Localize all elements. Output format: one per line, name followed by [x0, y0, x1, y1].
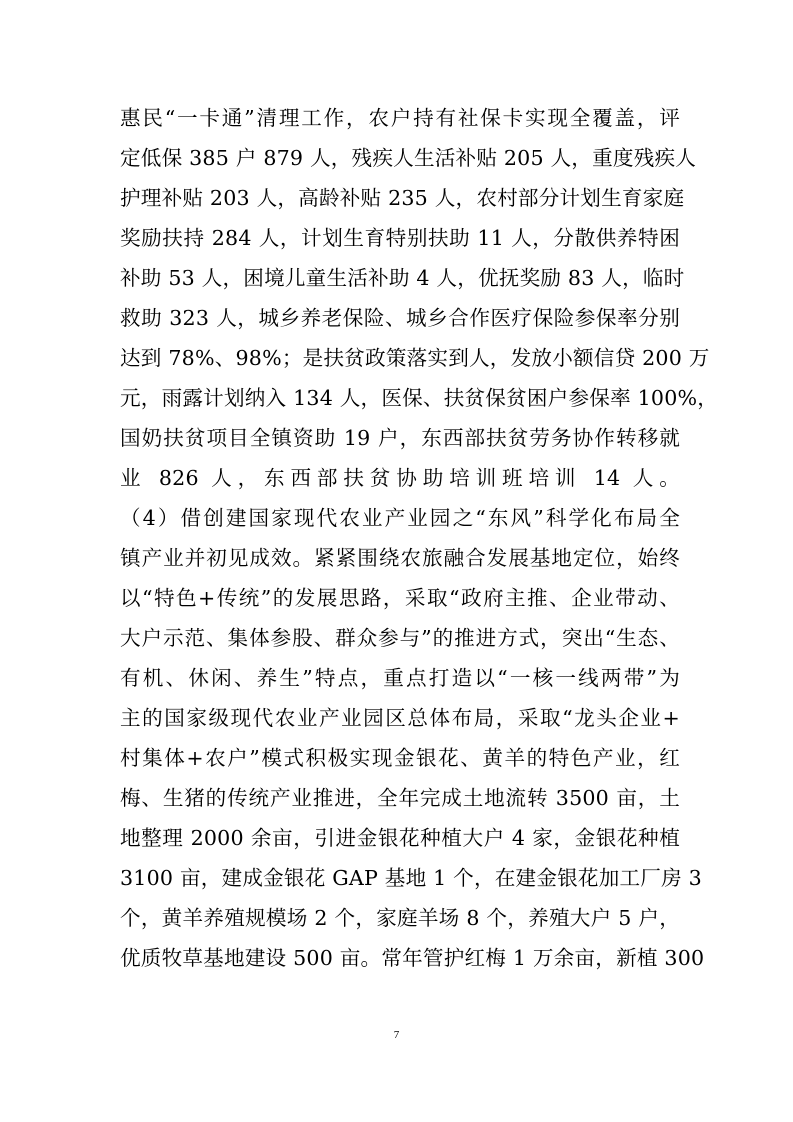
page-number: 7	[393, 1029, 400, 1041]
text-line: 业 826 人，东西部扶贫协助培训班培训 14 人。	[120, 466, 680, 490]
text-line: 镇产业并初见成效。紧紧围绕农旅融合发展基地定位，始终	[120, 546, 680, 570]
text-line: 奖励扶持 284 人，计划生育特别扶助 11 人，分散供养特困	[120, 226, 680, 250]
text-line: 达到 78%、98%；是扶贫政策落实到人，发放小额信贷 200 万	[120, 346, 710, 370]
text-line: 国奶扶贫项目全镇资助 19 户，东西部扶贫劳务协作转移就	[120, 426, 680, 450]
text-line: 救助 323 人，城乡养老保险、城乡合作医疗保险参保率分别	[120, 306, 680, 330]
text-line: 惠民“一卡通”清理工作，农户持有社保卡实现全覆盖，评	[120, 106, 680, 130]
text-line: 优质牧草基地建设 500 亩。常年管护红梅 1 万余亩，新植 300	[120, 946, 705, 970]
text-line: 护理补贴 203 人，高龄补贴 235 人，农村部分计划生育家庭	[120, 186, 685, 210]
text-line: 村集体+农户”模式积极实现金银花、黄羊的特色产业，红	[120, 746, 680, 770]
text-line: 元，雨露计划纳入 134 人，医保、扶贫保贫困户参保率 100%，	[120, 386, 719, 410]
text-line: 补助 53 人，困境儿童生活补助 4 人，优抚奖励 83 人，临时	[120, 266, 685, 290]
text-line: 地整理 2000 余亩，引进金银花种植大户 4 家，金银花种植	[120, 826, 680, 850]
text-line: 主的国家级现代农业产业园区总体布局，采取“龙头企业+	[120, 706, 680, 730]
text-line: 3100 亩，建成金银花 GAP 基地 1 个，在建金银花加工厂房 3	[120, 866, 702, 890]
text-line: （4）借创建国家现代农业产业园之“东风”科学化布局全	[120, 506, 680, 530]
body-text	[120, 98, 719, 978]
text-line: 定低保 385 户 879 人，残疾人生活补贴 205 人，重度残疾人	[120, 146, 697, 170]
text-line: 梅、生猪的传统产业推进，全年完成土地流转 3500 亩，土	[120, 786, 680, 810]
text-line: 大户示范、集体参股、群众参与”的推进方式，突出“生态、	[120, 626, 680, 650]
text-line: 有机、休闲、养生”特点，重点打造以“一核一线两带”为	[120, 666, 680, 690]
text-line: 个，黄羊养殖规模场 2 个，家庭羊场 8 个，养殖大户 5 户，	[120, 906, 680, 930]
text-line: 以“特色+传统”的发展思路，采取“政府主推、企业带动、	[120, 586, 680, 610]
